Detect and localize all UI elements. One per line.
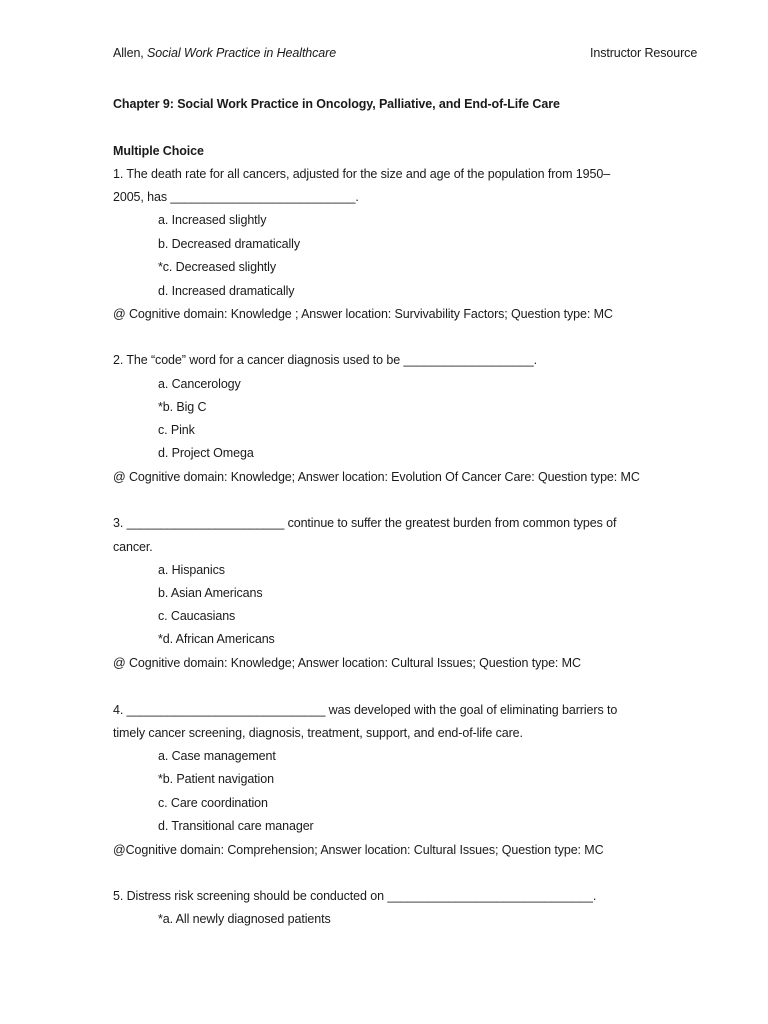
question-1-option-b: b. Decreased dramatically	[158, 237, 301, 251]
question-3-option-d: *d. African Americans	[158, 632, 275, 646]
question-1-option-a: a. Increased slightly	[158, 213, 267, 227]
section-title: Multiple Choice	[113, 144, 204, 158]
question-5-stem-line-1: 5. Distress risk screening should be conducted on ______________________________.	[113, 889, 597, 903]
question-2-option-d: d. Project Omega	[158, 446, 254, 460]
header-book-title: Social Work Practice in Healthcare	[147, 46, 337, 60]
header-author: Allen,	[113, 46, 144, 60]
question-5-option-a: *a. All newly diagnosed patients	[158, 912, 331, 926]
question-4-stem-line-1: 4. _____________________________ was developed with the goal of eliminating barriers to	[113, 703, 618, 717]
question-3-meta: @ Cognitive domain: Knowledge; Answer location: Cultural Issues; Question type: MC	[113, 656, 581, 670]
question-1-option-d: d. Increased dramatically	[158, 284, 295, 298]
question-2-option-b: *b. Big C	[158, 400, 207, 414]
question-3-stem-line-2: cancer.	[113, 540, 153, 554]
question-4-option-b: *b. Patient navigation	[158, 772, 274, 786]
question-3-option-b: b. Asian Americans	[158, 586, 263, 600]
question-2-meta: @ Cognitive domain: Knowledge; Answer location: Evolution Of Cancer Care: Question type: MC	[113, 470, 640, 484]
question-4-option-c: c. Care coordination	[158, 796, 268, 810]
chapter-title: Chapter 9: Social Work Practice in Oncology, Palliative, and End-of-Life Care	[113, 97, 560, 111]
question-4-option-d: d. Transitional care manager	[158, 819, 314, 833]
question-4-meta: @Cognitive domain: Comprehension; Answer location: Cultural Issues; Question type: MC	[113, 843, 604, 857]
question-2-option-a: a. Cancerology	[158, 377, 241, 391]
question-4-stem-line-2: timely cancer screening, diagnosis, treatment, support, and end-of-life care.	[113, 726, 523, 740]
question-4-option-a: a. Case management	[158, 749, 276, 763]
question-3-option-c: c. Caucasians	[158, 609, 236, 623]
question-3-option-a: a. Hispanics	[158, 563, 225, 577]
question-2-option-c: c. Pink	[158, 423, 195, 437]
question-1-meta: @ Cognitive domain: Knowledge ; Answer location: Survivability Factors; Question type: MC	[113, 307, 613, 321]
question-1-option-c: *c. Decreased slightly	[158, 260, 276, 274]
running-header-resource: Instructor Resource	[590, 46, 698, 60]
question-2-stem-line-1: 2. The “code” word for a cancer diagnosis used to be ___________________.	[113, 353, 538, 367]
running-header-citation	[113, 46, 336, 60]
question-3-stem-line-1: 3. _______________________ continue to suffer the greatest burden from common types of	[113, 516, 617, 530]
question-1-stem-line-2: 2005, has ___________________________.	[113, 190, 359, 204]
question-1-stem-line-1: 1. The death rate for all cancers, adjusted for the size and age of the population from 1950–	[113, 167, 611, 181]
